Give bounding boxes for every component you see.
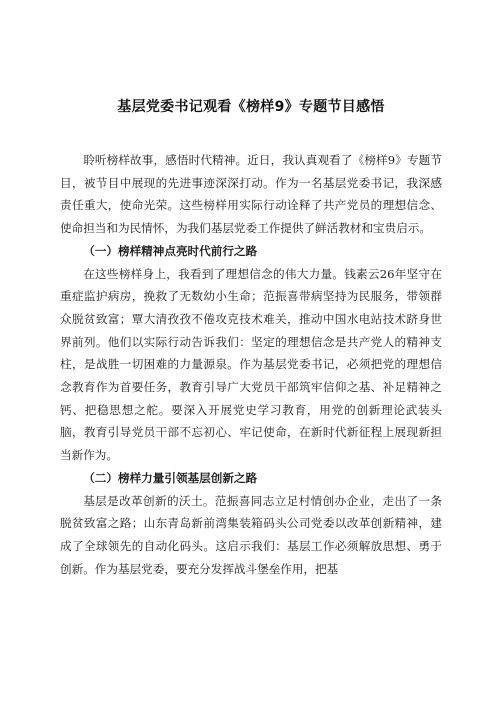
intro-paragraph: 聆听榜样故事，感悟时代精神。近日，我认真观看了《榜样9》专题节目，被节目中展现的先进事迹深深打动。作为一名基层党委书记，我深感责任重大，使命光荣。这些榜样用实际行动诠释了共产党员的理想信念、使命担当和为民情怀，为我们基层党委工作提供了鲜活教材和宝贵启示。 [60, 153, 442, 236]
section-body: 基层是改革创新的沃土。范振喜同志立足村情创办企业，走出了一条脱贫致富之路；山东青岛新前湾集装箱码头公司党委以改革创新精神，建成了全球领先的自动化码头。这启示我们：基层工作必须解放思想、勇于创新。作为基层党委，要充分发挥战斗堡垒作用，把基 [60, 493, 442, 576]
section-heading: （一）榜样精神点亮时代前行之路 [83, 243, 258, 258]
section-body: 在这些榜样身上，我看到了理想信念的伟大力量。钱素云26年坚守在重症监护病房，挽救了无数幼小生命；范振喜带病坚持为民服务，带领群众脱贫致富；覃大清孜孜不倦攻克技术难关，推动中国水电站技术跻身世界前列。他们以实际行动告诉我们：坚定的理想信念是共产党人的精神支柱，是战胜一切困难的力量源泉。作为基层党委书记，必须把党的理想信念教育作为首要任务，教育引导广大党员干部筑牢信仰之基、补足精神之钙、把稳思想之舵。要深入开展党史学习教育，用党的创新理论武装头脑，教育引导党员干部不忘初心、牢记使命，在新时代新征程上展现新担当新作为。 [60, 266, 442, 463]
section-2 [60, 467, 442, 581]
document-title: 基层党委书记观看《榜样9》专题节目感悟 [117, 99, 385, 115]
section-heading: （二）榜样力量引领基层创新之路 [83, 470, 258, 485]
section-1 [60, 240, 442, 467]
